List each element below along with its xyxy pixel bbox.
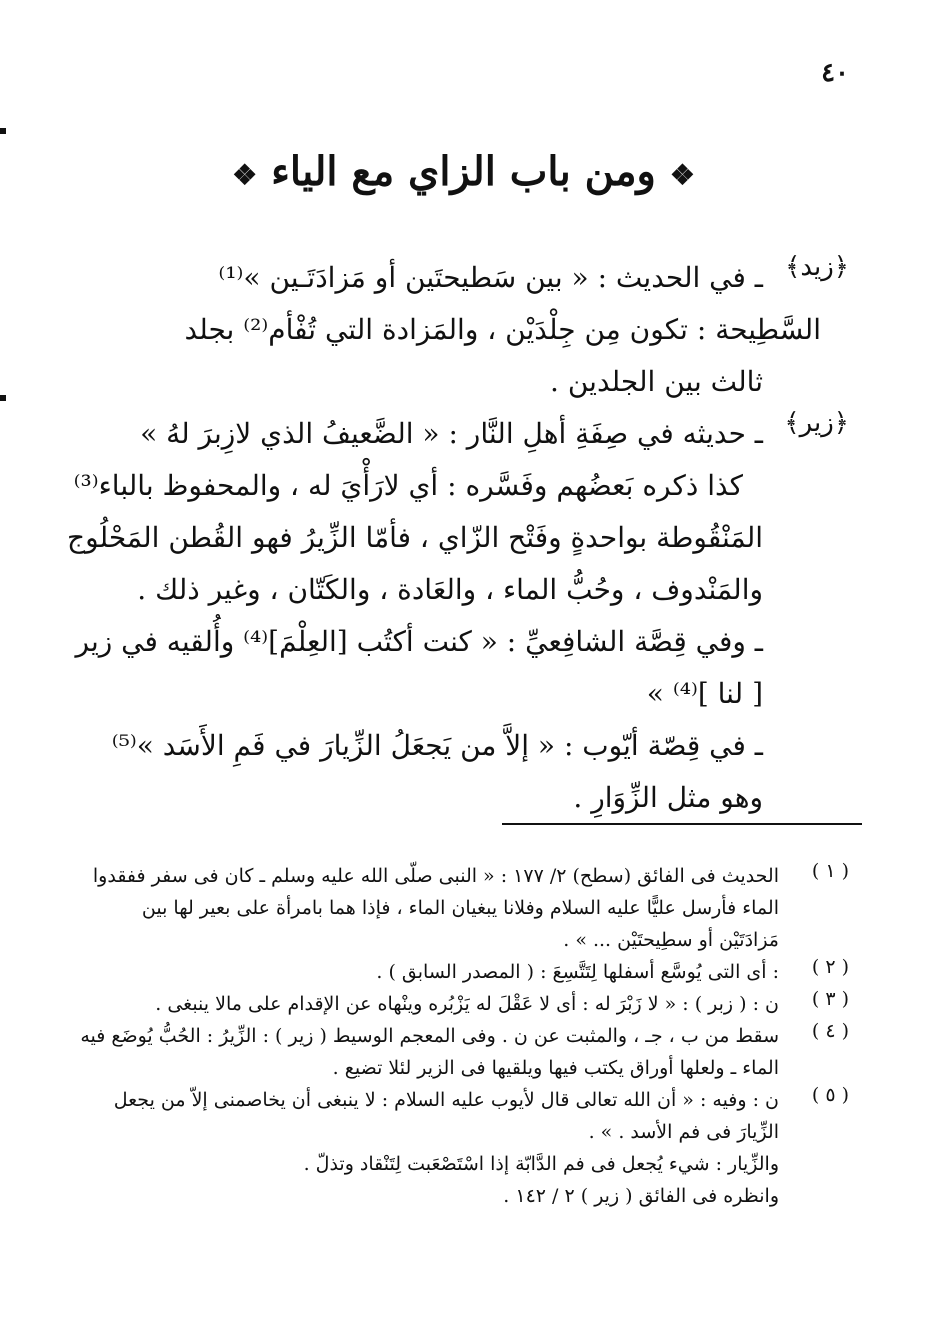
chapter-title (0, 148, 927, 195)
footnote-number: ( ١ ) (811, 860, 849, 882)
footnote-1 (92, 860, 849, 956)
entry-body (67, 408, 763, 824)
entry-line: المَنْقُوطة بواحدةٍ وفَتْح الزّاي ، فأمّا الزِّيرُ فهو القُطن المَحْلُوج (67, 521, 763, 554)
entry-line: [ لنا ]⁽⁴⁾ » (646, 677, 763, 710)
page-number: ٤٠ (821, 58, 849, 88)
footnote-divider (502, 823, 862, 825)
footnote-line: الزِّيارَ فى فم الأسد . » . (588, 1121, 779, 1143)
footnotes (80, 860, 849, 1212)
ornament-icon: ❖ (669, 158, 695, 192)
entry-line: ـ في قِصّة أيّوب : « إلاَّ من يَجعَلُ الزِّيارَ في فَمِ الأَسَد »⁽⁵⁾ (111, 729, 763, 762)
entry-line: كذا ذكره بَعضُهم وفَسَّره : أي لارَأْيَ له ، والمحفوظ بالباء⁽³⁾ (73, 469, 743, 502)
footnote-3 (105, 988, 849, 1020)
entry-line: والمَنْدوف ، وحُبُّ الماء ، والعَادة ، والكَتّان ، وغير ذلك . (137, 573, 763, 606)
footnote-number: ( ٤ ) (811, 1020, 849, 1042)
footnote-line: ن : وفيه : « أن الله تعالى قال لأيوب عليه السلام : لا ينبغى أن يخاصمنى إلاّ من يجعل (113, 1089, 779, 1111)
ornament-icon: ❖ (232, 158, 258, 192)
entry-zayd (105, 252, 849, 408)
scan-edge-mark (0, 395, 6, 401)
footnote-5 (105, 1084, 849, 1212)
entry-headword: ﴿زيد﴾ (785, 252, 849, 282)
scan-edge-mark (0, 128, 6, 134)
entry-line: وهو مثل الزِّوَارِ . (573, 781, 763, 814)
entry-line: ـ حديثه في صِفَةِ أهلِ النَّار : « الضَّعيفُ الذي لازِبرَ لهُ » (140, 417, 763, 450)
dictionary-entries (67, 252, 849, 824)
footnote-line: الماء ـ ولعلها أوراق يكتب فيها ويلقيها فى الزير لئلا تضيع . (332, 1057, 779, 1079)
footnote-line: ن : ( زبر ) : « لا زَبْرَ له : أى لا عَقْلَ له يَزْبُره وينْهاه عن الإقدام على مالا ينبغى . (155, 993, 779, 1015)
footnote-line: الحديث فى الفائق (سطح) ٢/ ١٧٧ : « النبى صلّى الله عليه وسلم ـ كان فى سفر ففقدوا (92, 865, 779, 887)
footnote-number: ( ٥ ) (811, 1084, 849, 1106)
footnote-number: ( ٢ ) (811, 956, 849, 978)
chapter-title-text: ومن باب الزاي مع الياء (271, 148, 656, 195)
footnote-line: سقط من ب ، جـ ، والمثبت عن ن . وفى المعجم الوسيط ( زير ) : الزِّيرُ : الحُبُّ يُوضَع فيه (80, 1025, 779, 1047)
footnote-line: الماء فأرسل عليًّا عليه السلام وفلانا يبغيان الماء ، فإذا هما بامرأة على بعير لها بين (141, 897, 779, 919)
entry-zir (67, 408, 849, 824)
entry-line: ثالث بين الجلدين . (550, 365, 763, 398)
entry-line: ـ في الحديث : « بين سَطيحتَين أو مَزادَتَـين »⁽¹⁾ (218, 261, 763, 294)
footnote-line: والزِّيار : شيء يُجعل فى فم الدَّابّة إذا اسْتَصْعَبت لِتَنْقاد وتذلّ . (303, 1153, 779, 1175)
footnote-4 (80, 1020, 849, 1084)
footnote-line: مَزادَتَيْن أو سطِيحتَيْن ... » . (563, 929, 779, 951)
footnote-line: وانظره فى الفائق ( زير ) ٢ / ١٤٢ . (503, 1185, 779, 1207)
footnote-2 (105, 956, 849, 988)
entry-line: ـ وفي قِصَّة الشافِعيِّ : « كنت أكتُب [العِلْمَ]⁽⁴⁾ وأُلقيه في زير (75, 625, 763, 658)
footnote-line: : أى التى يُوسَّع أسفلها لِتَتَّسِعَ : ( المصدر السابق ) . (376, 961, 779, 983)
entry-line: السَّطِيحة : تكون مِن جِلْدَيْن ، والمَزادة التي تُفْأم⁽²⁾ بجلد (184, 313, 821, 346)
entry-headword: ﴿زير﴾ (784, 408, 849, 438)
footnote-number: ( ٣ ) (811, 988, 849, 1010)
